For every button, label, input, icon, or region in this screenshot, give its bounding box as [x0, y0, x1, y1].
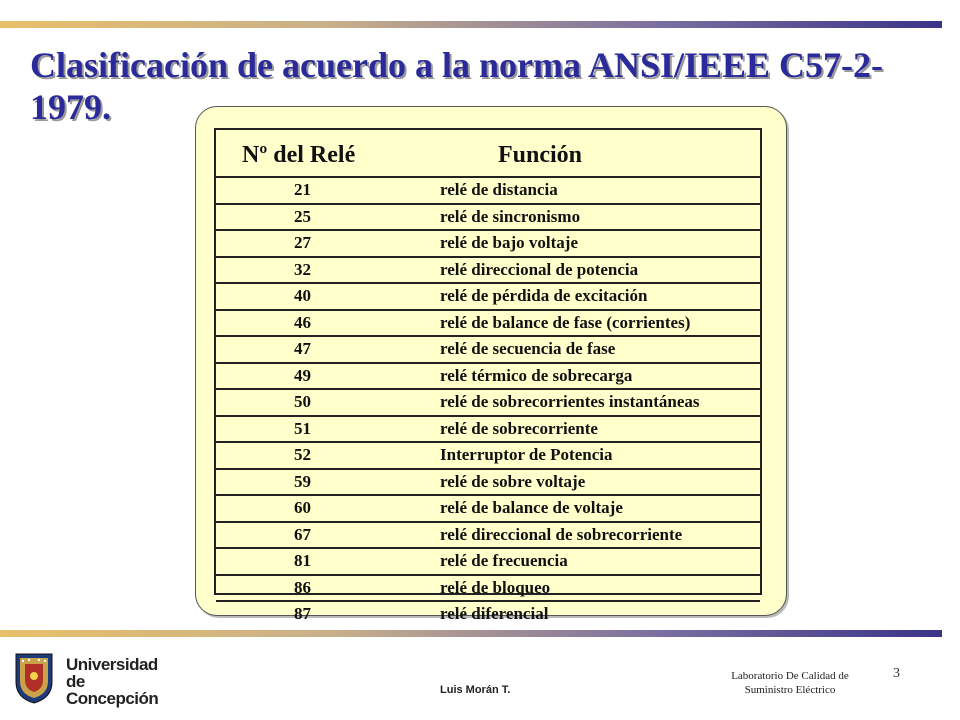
relay-number: 40 — [294, 286, 311, 305]
table-row — [216, 364, 760, 391]
slide-title: Clasificación de acuerdo a la norma ANSI/IEEE C57-2-1979. — [30, 45, 884, 127]
relay-number: 50 — [294, 392, 311, 411]
relay-number: 51 — [294, 418, 311, 438]
relay-number: 67 — [294, 524, 311, 544]
relay-number: 86 — [294, 577, 311, 597]
table-row — [216, 602, 760, 627]
relay-function: relé de balance de fase (corrientes) — [440, 312, 691, 332]
relay-function: relé de secuencia de fase — [440, 339, 616, 358]
bottom-decorative-bar — [0, 630, 942, 637]
relay-function: relé de bloqueo — [440, 577, 551, 597]
top-decorative-bar — [0, 21, 942, 28]
relay-table — [214, 128, 762, 623]
relay-function: relé de pérdida de excitación — [440, 286, 648, 305]
relay-number: 60 — [294, 498, 311, 517]
table-row — [216, 496, 760, 523]
relay-number: 32 — [294, 259, 311, 279]
relay-function: relé de sobrecorrientes instantáneas — [440, 392, 700, 411]
table-row — [216, 284, 760, 311]
relay-number: 46 — [294, 312, 311, 332]
table-header — [216, 130, 760, 178]
table-row — [216, 390, 760, 417]
relay-function: relé de sincronismo — [440, 206, 581, 226]
relay-function: relé diferencial — [440, 604, 549, 623]
university-logo — [14, 652, 174, 706]
table-body — [216, 178, 760, 627]
relay-function: relé térmico de sobrecarga — [440, 365, 633, 385]
table-row — [216, 337, 760, 364]
table-row — [216, 549, 760, 576]
header-function: Función — [498, 142, 583, 168]
relay-number: 49 — [294, 365, 311, 385]
relay-function: relé de frecuencia — [440, 551, 568, 570]
relay-number: 87 — [294, 604, 311, 623]
relay-number: 21 — [294, 180, 311, 199]
logo-text — [66, 656, 174, 707]
relay-function: relé de balance de voltaje — [440, 498, 623, 517]
table-row — [216, 311, 760, 338]
lab-line-1: Laboratorio De Calidad de — [731, 670, 849, 682]
lab-line-2: Suministro Eléctrico — [744, 684, 836, 696]
table-row — [216, 523, 760, 550]
table-row — [216, 205, 760, 232]
page-number: 3 — [893, 666, 900, 681]
relay-number: 52 — [294, 445, 311, 464]
relay-number: 47 — [294, 339, 311, 358]
table-row — [216, 231, 760, 258]
logo-line-2: de Concepción — [66, 672, 159, 708]
header-relay-number: Nº del Relé — [242, 142, 356, 168]
relay-function: relé direccional de potencia — [440, 259, 639, 279]
table-row — [216, 470, 760, 497]
relay-function: Interruptor de Potencia — [440, 445, 613, 464]
relay-function: relé de bajo voltaje — [440, 233, 579, 252]
table-row — [216, 576, 760, 603]
table-row — [216, 178, 760, 205]
relay-number: 81 — [294, 551, 311, 570]
table-row — [216, 417, 760, 444]
author-name: Luis Morán T. — [440, 684, 511, 696]
relay-function: relé de distancia — [440, 180, 558, 199]
table-row — [216, 443, 760, 470]
relay-function: relé direccional de sobrecorriente — [440, 524, 683, 544]
university-shield-logo-icon — [14, 652, 54, 704]
relay-number: 25 — [294, 206, 311, 226]
relay-number: 27 — [294, 233, 311, 252]
logo-line-1: Universidad — [66, 655, 158, 674]
relay-function: relé de sobrecorriente — [440, 418, 598, 438]
lab-name — [700, 669, 880, 697]
table-row — [216, 258, 760, 285]
relay-function: relé de sobre voltaje — [440, 471, 586, 491]
relay-number: 59 — [294, 471, 311, 491]
